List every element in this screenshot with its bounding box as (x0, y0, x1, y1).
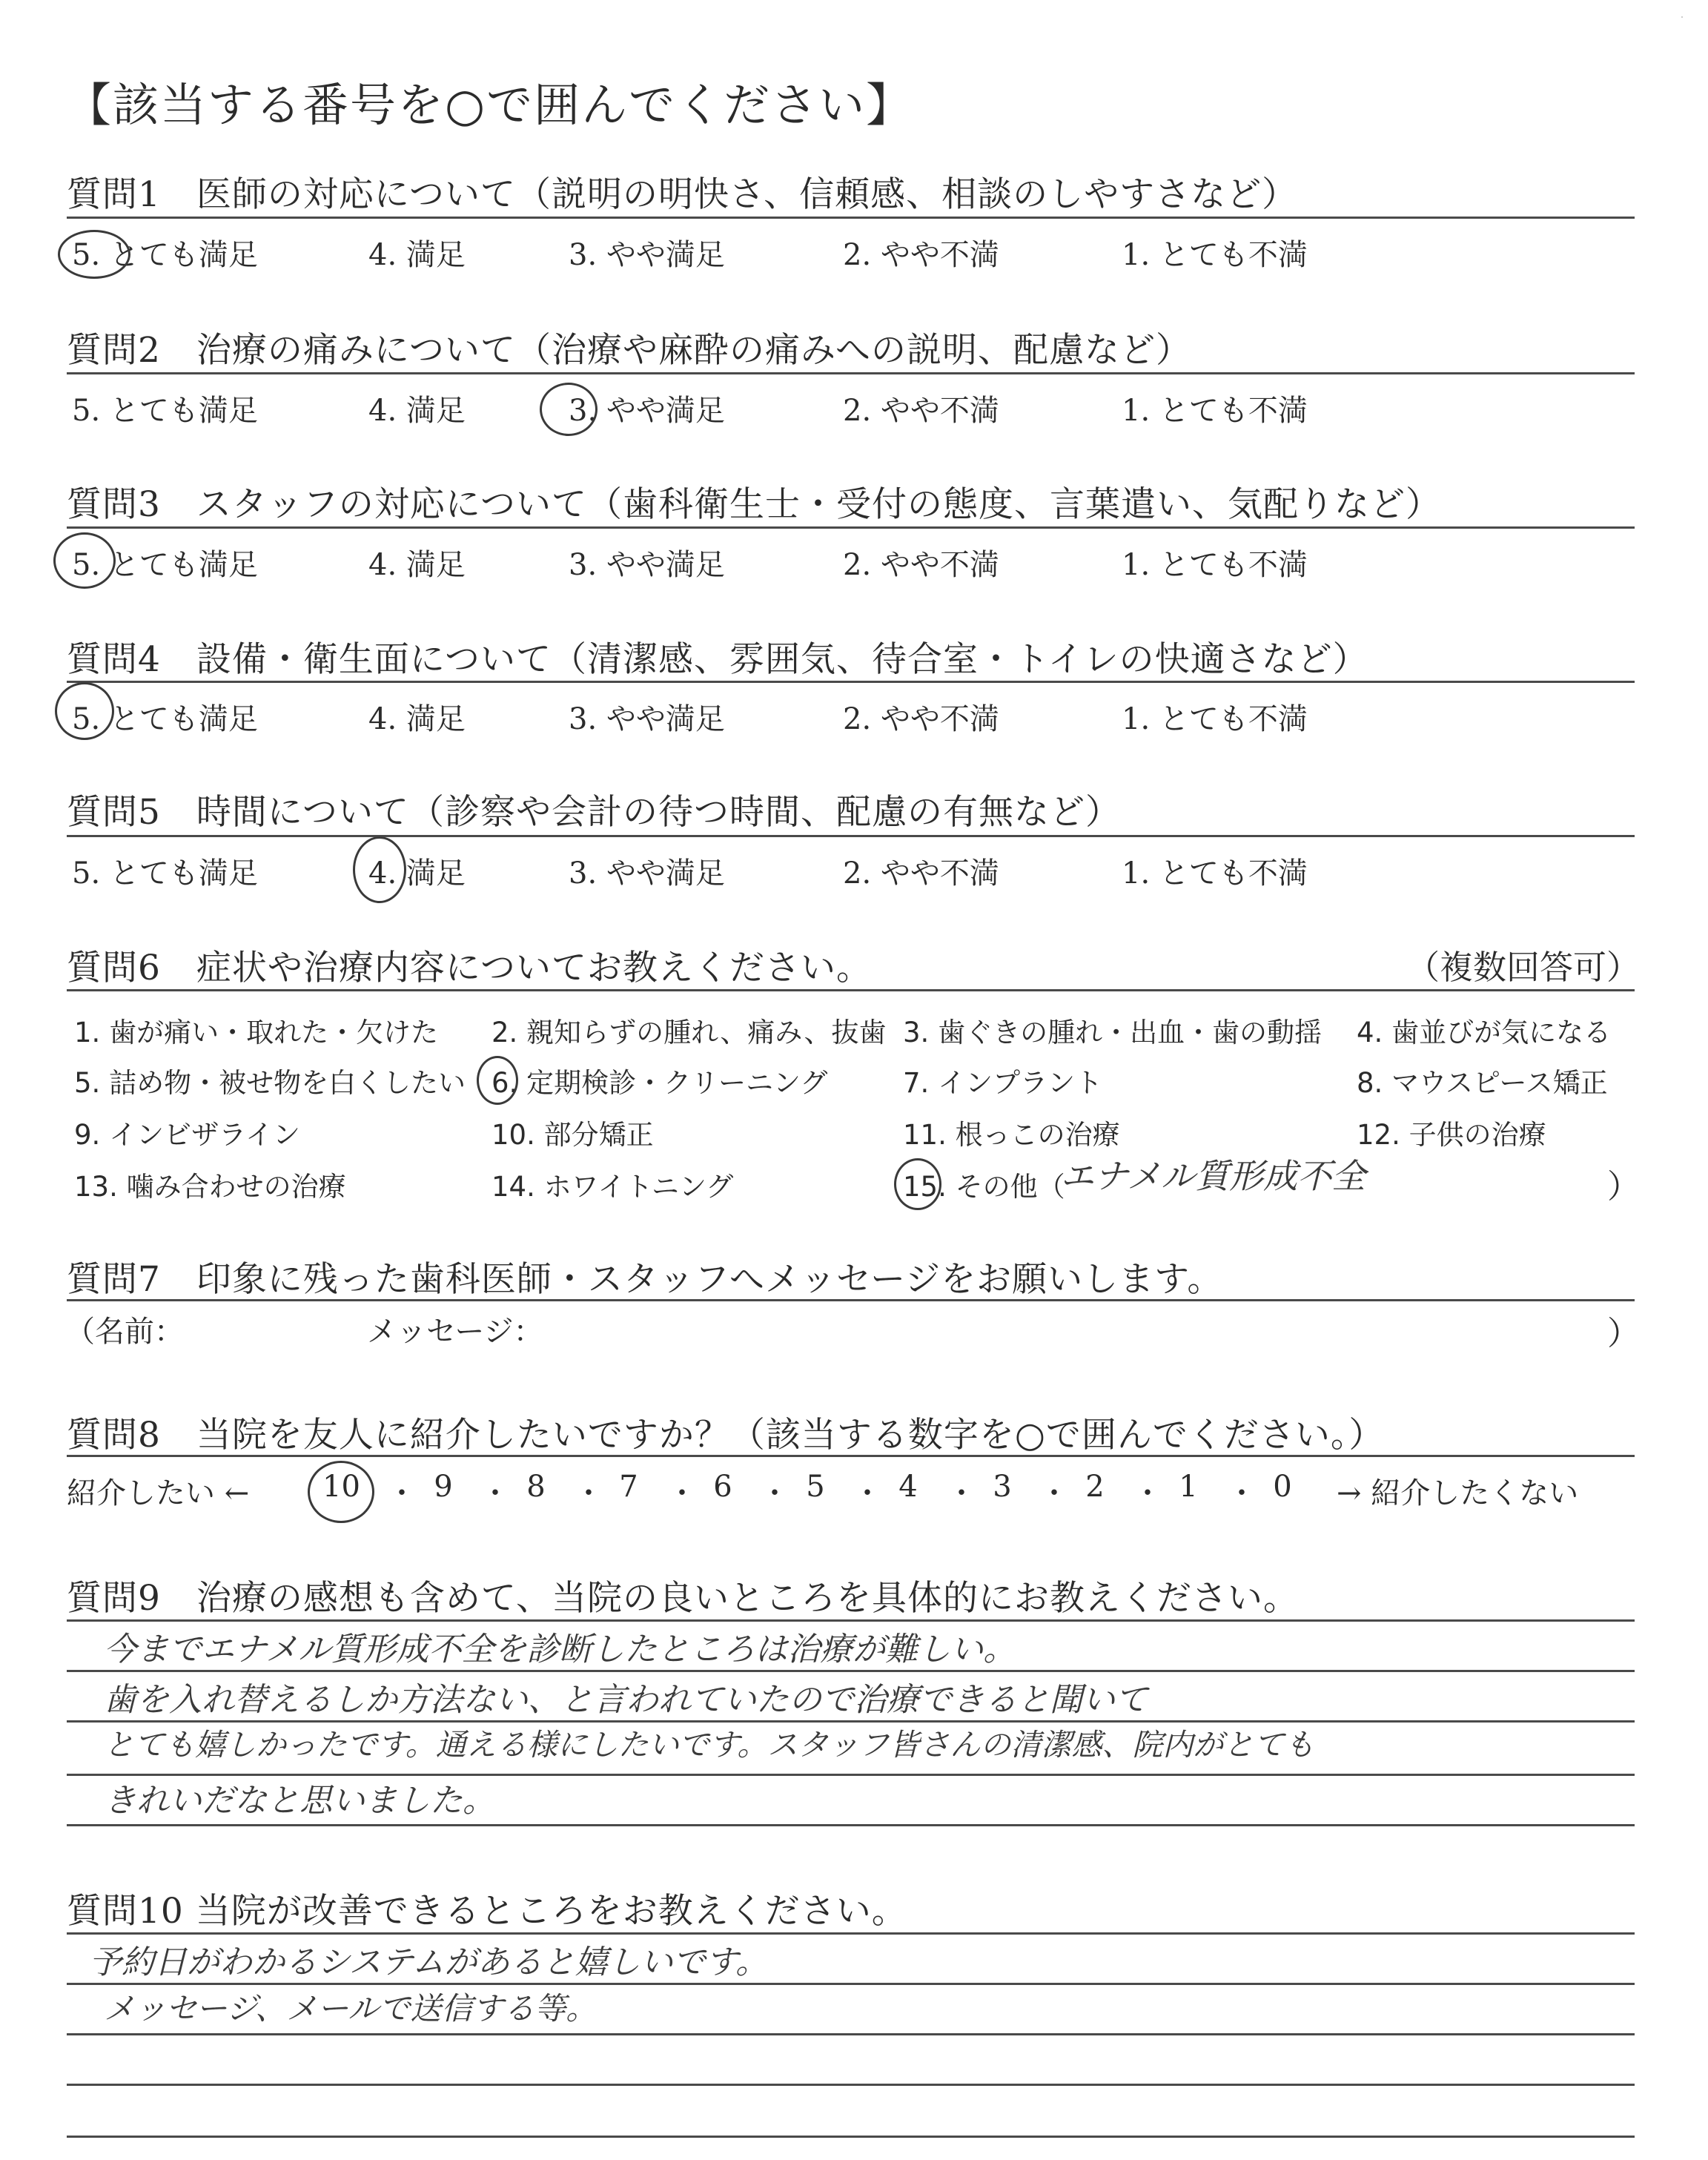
q8-separator: ・ (1039, 1476, 1069, 1510)
q4-selection-circle (55, 682, 114, 740)
q8-right-label: → 紹介したくない (1337, 1476, 1579, 1510)
q4-rule (67, 681, 1635, 683)
q6-option-11[interactable]: 11. 根っこの治療 (903, 1119, 1120, 1151)
q8-left-label: 紹介したい ← (67, 1476, 250, 1510)
q3-selection-circle (53, 532, 116, 589)
q7-title: 質問7 印象に残った歯科医師・スタッフへメッセージをお願いします。 (67, 1259, 1223, 1300)
q8-number-3[interactable]: 3 (993, 1470, 1012, 1504)
q1-option-3[interactable]: 3. やや満足 (569, 238, 725, 272)
q8-number-9[interactable]: 9 (434, 1470, 453, 1504)
q8-rule (67, 1455, 1635, 1457)
q9-answer-line-1: 今までエナメル質形成不全を診断したところは治療が難しい。 (104, 1631, 1016, 1668)
q4-option-1[interactable]: 1. とても不満 (1122, 702, 1308, 736)
q8-selection-circle (308, 1461, 374, 1523)
q6-other-handwritten: エナメル質形成不全 (1060, 1156, 1366, 1196)
q2-option-2[interactable]: 2. やや不満 (843, 394, 999, 428)
q8-separator: ・ (1133, 1476, 1162, 1510)
q8-separator: ・ (574, 1476, 603, 1510)
q9-rule-5 (67, 1824, 1635, 1826)
q8-number-4[interactable]: 4 (898, 1470, 918, 1504)
q1-title: 質問1 医師の対応について（説明の明快さ、信頼感、相談のしやすさなど） (67, 174, 1298, 215)
q2-option-1[interactable]: 1. とても不満 (1122, 394, 1308, 428)
q8-number-5[interactable]: 5 (806, 1470, 825, 1504)
q8-separator: ・ (947, 1476, 976, 1510)
q1-rule (67, 217, 1635, 219)
q2-rule (67, 372, 1635, 374)
q8-number-1[interactable]: 1 (1179, 1470, 1198, 1504)
q3-option-3[interactable]: 3. やや満足 (569, 548, 725, 582)
q3-option-5[interactable]: 5. とても満足 (72, 548, 258, 582)
q6-option-7[interactable]: 7. インプラント (903, 1067, 1103, 1099)
q6-rule (67, 989, 1635, 991)
q5-option-2[interactable]: 2. やや不満 (843, 856, 999, 891)
q10-answer-line-2: メッセージ、メールで送信する等。 (104, 1990, 598, 2027)
q4-option-5[interactable]: 5. とても満足 (72, 702, 258, 736)
q6-option-2[interactable]: 2. 親知らずの腫れ、痛み、抜歯 (491, 1017, 887, 1048)
q2-option-4[interactable]: 4. 満足 (368, 394, 466, 428)
q6-option-9[interactable]: 9. インビザライン (74, 1119, 300, 1151)
q8-number-7[interactable]: 7 (619, 1470, 638, 1504)
q6-option-3[interactable]: 3. 歯ぐきの腫れ・出血・歯の動揺 (903, 1017, 1323, 1048)
q8-separator: ・ (387, 1476, 417, 1510)
q6-multiple-answer-note: （複数回答可） (1406, 948, 1640, 987)
q6-option-6-circle (477, 1056, 518, 1105)
q4-title: 質問4 設備・衛生面について（清潔感、雰囲気、待合室・トイレの快適さなど） (67, 639, 1368, 680)
q7-rule (67, 1299, 1635, 1301)
q6-option-1[interactable]: 1. 歯が痛い・取れた・欠けた (74, 1017, 439, 1048)
q6-option-15[interactable]: 15. その他（ (903, 1171, 1065, 1203)
q2-title: 質問2 治療の痛みについて（治療や麻酔の痛みへの説明、配慮など） (67, 330, 1192, 371)
q7-message-label: メッセージ： (367, 1315, 543, 1349)
q3-title: 質問3 スタッフの対応について（歯科衛生士・受付の態度、言葉遣い、気配りなど） (67, 484, 1441, 525)
q5-option-3[interactable]: 3. やや満足 (569, 856, 725, 891)
q8-number-0[interactable]: 0 (1273, 1470, 1292, 1504)
q9-answer-line-3: とても嬉しかったです。通える様にしたいです。スタッフ皆さんの清潔感、院内がとても (104, 1727, 1315, 1763)
q10-rule-5 (67, 2136, 1635, 2138)
q1-option-2[interactable]: 2. やや不満 (843, 238, 999, 272)
q8-number-8[interactable]: 8 (526, 1470, 546, 1504)
q6-option-14[interactable]: 14. ホワイトニング (491, 1171, 734, 1203)
q5-rule (67, 835, 1635, 837)
q6-option-6[interactable]: 6. 定期検診・クリーニング (491, 1067, 828, 1099)
q9-answer-line-2: 歯を入れ替えるしか方法ない、と言われていたので治療できると聞いて (104, 1681, 1148, 1719)
q8-separator: ・ (1227, 1476, 1257, 1510)
q5-option-1[interactable]: 1. とても不満 (1122, 856, 1308, 891)
q6-option-12[interactable]: 12. 子供の治療 (1357, 1119, 1546, 1151)
q2-option-3[interactable]: 3. やや満足 (569, 394, 725, 428)
q9-rule-1 (67, 1619, 1635, 1622)
q10-rule-4 (67, 2084, 1635, 2086)
q7-close-paren: ） (1607, 1315, 1640, 1353)
q8-separator: ・ (480, 1476, 510, 1510)
q5-option-4[interactable]: 4. 満足 (368, 856, 466, 891)
q8-number-6[interactable]: 6 (713, 1470, 732, 1504)
q5-selection-circle (353, 836, 406, 903)
q4-option-4[interactable]: 4. 満足 (368, 702, 466, 736)
q1-option-5[interactable]: 5. とても満足 (72, 238, 258, 272)
q1-option-4[interactable]: 4. 満足 (368, 238, 466, 272)
form-title: 【該当する番号を○で囲んでください】 (65, 78, 914, 132)
q10-rule-1 (67, 1932, 1635, 1935)
q8-number-10[interactable]: 10 (322, 1470, 360, 1504)
q8-number-2[interactable]: 2 (1085, 1470, 1105, 1504)
q6-option-10[interactable]: 10. 部分矯正 (491, 1119, 654, 1151)
q1-selection-circle (58, 230, 130, 279)
q8-title: 質問8 当院を友人に紹介したいですか？（該当する数字を○で囲んでください。） (67, 1415, 1385, 1456)
q3-option-4[interactable]: 4. 満足 (368, 548, 466, 582)
q10-answer-line-1: 予約日がわかるシステムがあると嬉しいです。 (89, 1943, 769, 1981)
q6-option-4[interactable]: 4. 歯並びが気になる (1357, 1017, 1612, 1048)
q1-option-1[interactable]: 1. とても不満 (1122, 238, 1308, 272)
q6-other-close-paren: ） (1607, 1168, 1640, 1206)
scan-speck (1681, 16, 1683, 18)
q3-option-1[interactable]: 1. とても不満 (1122, 548, 1308, 582)
q8-separator: ・ (760, 1476, 790, 1510)
q5-title: 質問5 時間について（診察や会計の待つ時間、配慮の有無など） (67, 792, 1121, 833)
q6-option-15-circle (894, 1158, 941, 1210)
q8-separator: ・ (853, 1476, 882, 1510)
q8-separator: ・ (667, 1476, 697, 1510)
q2-selection-circle (540, 383, 598, 436)
q9-answer-line-4: きれいだなと思いました。 (104, 1782, 495, 1820)
q10-rule-3 (67, 2033, 1635, 2035)
q4-option-2[interactable]: 2. やや不満 (843, 702, 999, 736)
q10-title: 質問10 当院が改善できるところをお教えください。 (67, 1891, 907, 1932)
q7-name-label: （名前： (65, 1315, 184, 1349)
q9-title: 質問9 治療の感想も含めて、当院の良いところを具体的にお教えください。 (67, 1578, 1299, 1619)
q4-option-3[interactable]: 3. やや満足 (569, 702, 725, 736)
q6-option-13[interactable]: 13. 噛み合わせの治療 (74, 1171, 346, 1203)
q6-option-5[interactable]: 5. 詰め物・被せ物を白くしたい (74, 1067, 466, 1099)
q5-option-5[interactable]: 5. とても満足 (72, 856, 258, 891)
q9-rule-2 (67, 1670, 1635, 1672)
q3-option-2[interactable]: 2. やや不満 (843, 548, 999, 582)
q3-rule (67, 526, 1635, 529)
q6-title: 質問6 症状や治療内容についてお教えください。 (67, 948, 872, 988)
q2-option-5[interactable]: 5. とても満足 (72, 394, 258, 428)
q6-option-8[interactable]: 8. マウスピース矯正 (1357, 1067, 1608, 1099)
